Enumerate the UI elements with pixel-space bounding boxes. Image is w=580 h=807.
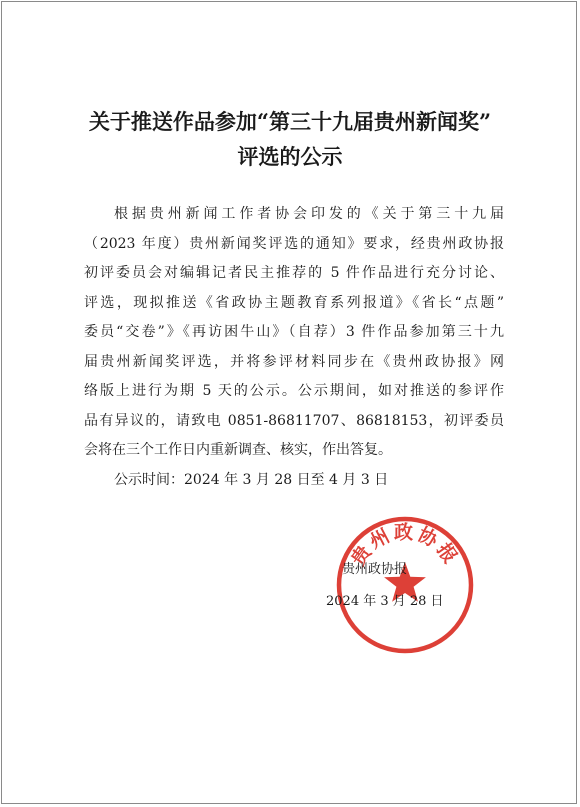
body-line: 根据贵州新闻工作者协会印发的《关于第三十九届 xyxy=(114,206,504,222)
signature-date: 2024 年 3 月 28 日 xyxy=(326,594,444,609)
document-title-line1: 关于推送作品参加“第三十九届贵州新闻奖” xyxy=(88,109,492,134)
body-line: 初评委员会对编辑记者民主推荐的 5 件作品进行充分讨论、 xyxy=(84,265,504,281)
body-line: 品有异议的，请致电 0851-86811707、86818153，初评委员 xyxy=(84,413,504,429)
body-line: 评选，现拟推送《省政协主题教育系列报道》《省长“点题” xyxy=(84,295,504,311)
body-line: 届贵州新闻奖评选，并将参评材料同步在《贵州政协报》网 xyxy=(84,354,504,370)
document-title-line2: 评选的公示 xyxy=(237,144,343,169)
body-line: 会将在三个工作日内重新调查、核实，作出答复。 xyxy=(84,442,392,458)
body-line: 委员“交卷”》《再访困牛山》（自荐）3 件作品参加第三十九 xyxy=(84,324,504,340)
svg-text:贵州政协报: 贵州政协报 xyxy=(347,521,463,570)
announcement-period: 公示时间：2024 年 3 月 28 日至 4 月 3 日 xyxy=(114,472,389,488)
body-line: （2023 年度）贵州新闻奖评选的通知》要求，经贵州政协报 xyxy=(84,236,504,252)
body-line: 络版上进行为期 5 天的公示。公示期间，如对推送的参评作 xyxy=(84,383,504,399)
signature-organization: 贵州政协报 xyxy=(342,562,408,577)
official-seal-icon xyxy=(330,510,480,660)
